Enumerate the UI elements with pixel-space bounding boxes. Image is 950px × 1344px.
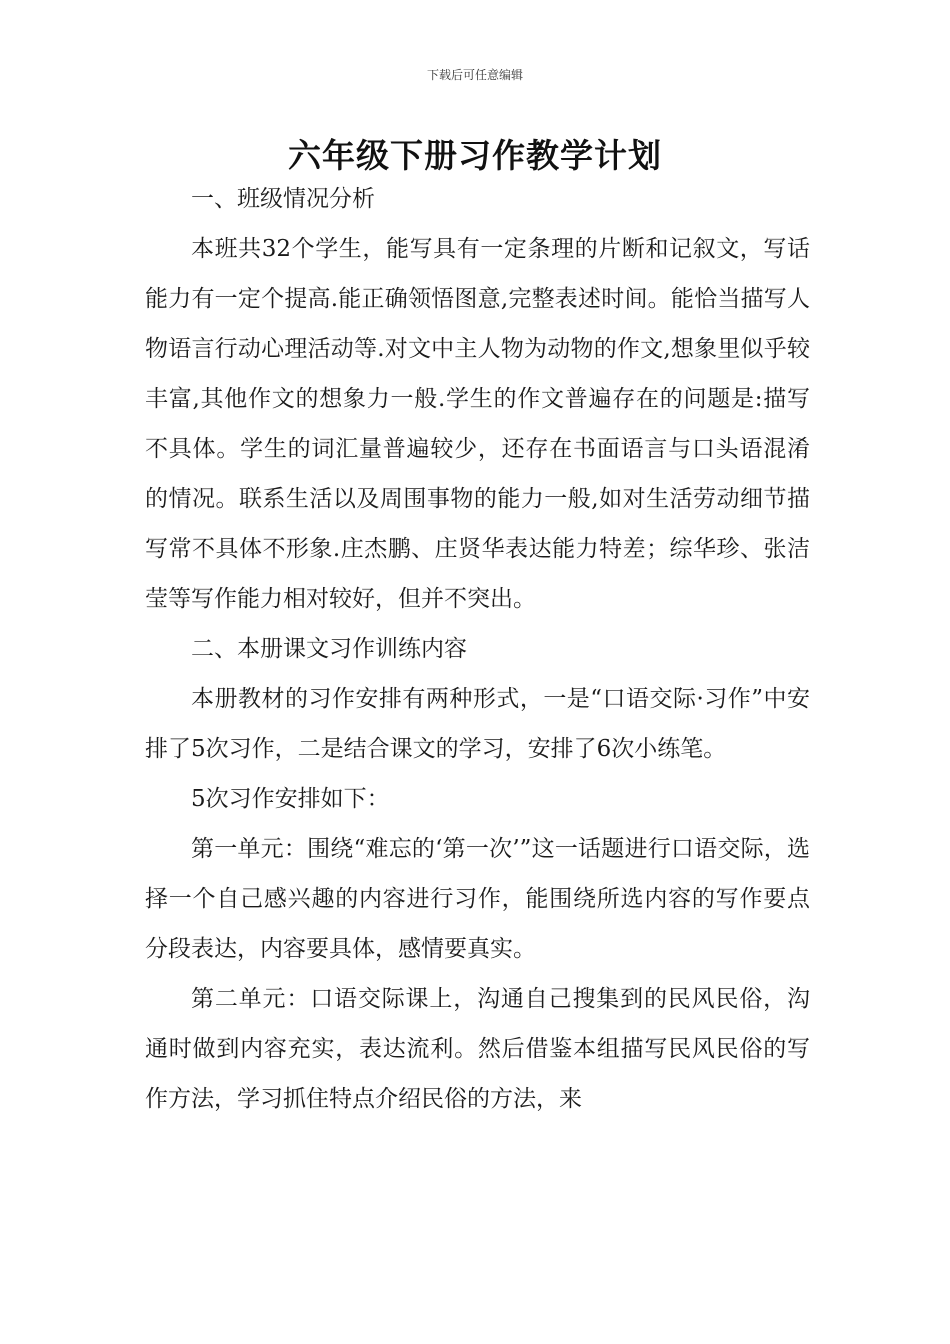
section-heading-class-analysis: 一、班级情况分析 <box>191 186 375 212</box>
document-body <box>145 174 810 1124</box>
paragraph-arrangement-intro: 5次习作安排如下： <box>191 786 390 812</box>
paragraph-unit-one: 第一单元：围绕“难忘的‘第一次’”这一话题进行口语交际，选择一个自己感兴趣的内容进行习作，能围绕所选内容的写作要点分段表达，内容要具体，感情要真实。 <box>145 836 810 962</box>
section-heading-writing-content: 二、本册课文习作训练内容 <box>191 636 467 662</box>
paragraph-class-analysis: 本班共32个学生，能写具有一定条理的片断和记叙文，写话能力有一定个提高.能正确领悟图意,完整表述时间。能恰当描写人物语言行动心理活动等.对文中主人物为动物的作文,想象里似乎较丰富,其他作文的想象力一般.学生的作文普遍存在的问题是:描写不具体。学生的词汇量普遍较少，还存在书面语言与口头语混淆的情况。联系生活以及周围事物的能力一般,如对生活劳动细节描写常不具体不形象.庄杰鹏、庄贤华表达能力特差；综华珍、张洁莹等写作能力相对较好，但并不突出。 <box>145 236 810 612</box>
paragraph-unit-two: 第二单元：口语交际课上，沟通自己搜集到的民风民俗，沟通时做到内容充实，表达流利。然后借鉴本组描写民风民俗的写作方法，学习抓住特点介绍民俗的方法，来 <box>145 986 810 1112</box>
page-header-note: 下载后可任意编辑 <box>426 68 523 82</box>
document-title: 六年级下册习作教学计划 <box>288 136 662 175</box>
paragraph-writing-forms: 本册教材的习作安排有两种形式，一是“口语交际·习作”中安排了5次习作，二是结合课文的学习，安排了6次小练笔。 <box>145 686 810 762</box>
